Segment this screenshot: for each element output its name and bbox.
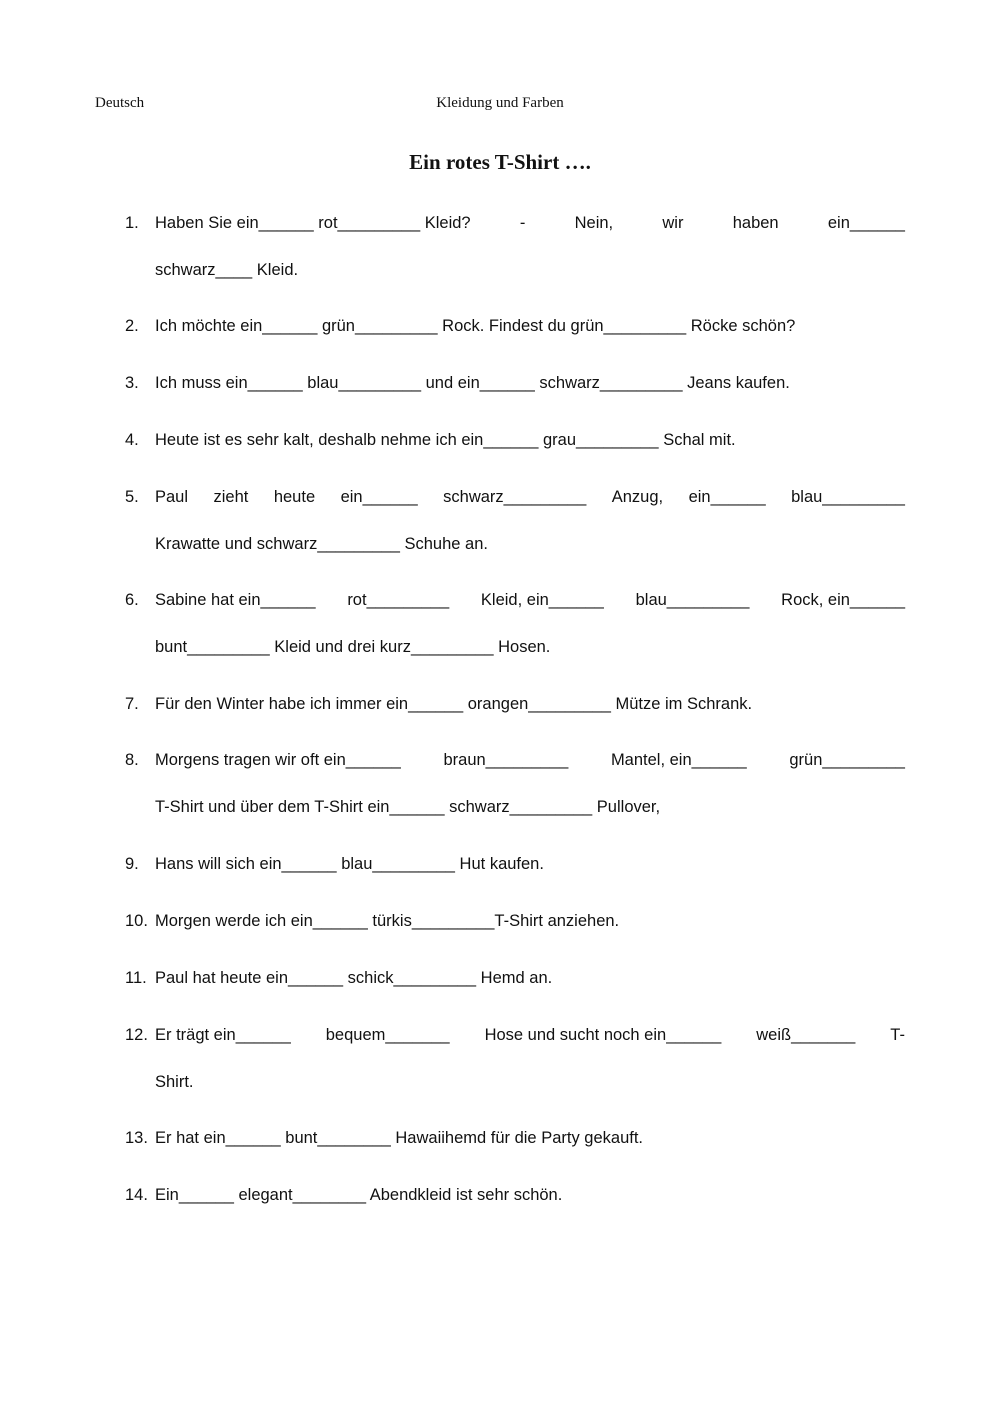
sentence-segment: zieht [213, 488, 249, 506]
exercise-sentence [155, 214, 905, 233]
worksheet-title: Ein rotes T-Shirt …. [409, 150, 591, 174]
sentence-segment: Sabine hat ein______ [155, 591, 316, 609]
exercise-number: 11. [125, 969, 147, 987]
exercise-number: 5. [125, 488, 139, 506]
exercise-sentence: Er hat ein______ bunt________ Hawaiihemd für die Party gekauft. [155, 1129, 643, 1147]
sentence-segment: ein______ [688, 488, 766, 506]
exercise-sentence: Paul hat heute ein______ schick_________ Hemd an. [155, 969, 553, 987]
exercise-number: 6. [125, 591, 139, 609]
exercise-sentence: Ich muss ein______ blau_________ und ein______ schwarz_________ Jeans kaufen. [155, 374, 790, 392]
sentence-segment: Hose und sucht noch ein______ [484, 1026, 722, 1044]
sentence-segment: Kleid, ein______ [480, 591, 604, 609]
sentence-segment: ein______ [827, 214, 905, 232]
sentence-segment: grün_________ [789, 751, 905, 769]
sentence-segment: bequem_______ [325, 1026, 450, 1044]
exercise-sentence: Hans will sich ein______ blau_________ Hut kaufen. [155, 855, 544, 873]
exercise-number: 9. [125, 855, 139, 873]
sentence-segment: schwarz_________ [443, 488, 587, 506]
sentence-segment: Nein, [574, 214, 614, 232]
sentence-segment: ein______ [340, 488, 418, 506]
exercise-number: 12. [125, 1026, 148, 1044]
sentence-segment: Rock, ein______ [781, 591, 905, 609]
sentence-segment: braun_________ [443, 751, 569, 769]
sentence-segment: weiß_______ [756, 1026, 856, 1044]
exercise-sentence: Ich möchte ein______ grün_________ Rock. Findest du grün_________ Röcke schön? [155, 317, 796, 335]
exercise-number: 13. [125, 1129, 148, 1147]
sentence-segment: T- [890, 1026, 905, 1044]
exercise-number: 3. [125, 374, 139, 392]
exercise-number: 10. [125, 912, 148, 930]
sentence-segment: Anzug, [611, 488, 664, 506]
exercise-number: 7. [125, 695, 139, 713]
sentence-segment: Morgens tragen wir oft ein______ [155, 751, 401, 769]
sentence-segment: - [519, 214, 526, 232]
exercise-number: 4. [125, 431, 139, 449]
sentence-segment: blau_________ [635, 591, 750, 609]
exercise-sentence-continued: T-Shirt und über dem T-Shirt ein______ schwarz_________ Pullover, [155, 798, 661, 816]
exercise-sentence-continued: Krawatte und schwarz_________ Schuhe an. [155, 535, 488, 553]
exercise-sentence-continued: bunt_________ Kleid und drei kurz_________ Hosen. [155, 638, 551, 656]
sentence-segment: Mantel, ein______ [610, 751, 747, 769]
exercise-sentence: Heute ist es sehr kalt, deshalb nehme ich ein______ grau_________ Schal mit. [155, 431, 736, 449]
header-topic: Kleidung und Farben [436, 95, 564, 111]
sentence-segment: haben [732, 214, 779, 232]
exercise-sentence: Morgen werde ich ein______ türkis_________T-Shirt anziehen. [155, 912, 620, 930]
exercise-sentence-continued: Shirt. [155, 1073, 194, 1091]
sentence-segment: Paul [155, 488, 189, 506]
sentence-segment: rot_________ [347, 591, 450, 609]
exercise-sentence [155, 751, 905, 770]
exercise-number: 8. [125, 751, 139, 769]
sentence-segment: Haben Sie ein______ rot_________ Kleid? [155, 214, 471, 232]
exercise-number: 14. [125, 1186, 148, 1204]
header-subject: Deutsch [95, 95, 145, 111]
sentence-segment: blau_________ [791, 488, 905, 506]
exercise-number: 1. [125, 214, 139, 232]
sentence-segment: Er trägt ein______ [155, 1026, 291, 1044]
exercise-sentence: Ein______ elegant________ Abendkleid ist sehr schön. [155, 1186, 563, 1204]
exercise-number: 2. [125, 317, 139, 335]
exercise-sentence [155, 488, 905, 507]
exercise-sentence: Für den Winter habe ich immer ein______ orangen_________ Mütze im Schrank. [155, 695, 753, 713]
exercise-sentence [155, 1026, 905, 1045]
sentence-segment: wir [662, 214, 684, 232]
exercise-sentence-continued: schwarz____ Kleid. [155, 261, 299, 279]
sentence-segment: heute [273, 488, 316, 506]
exercise-sentence [155, 591, 905, 610]
